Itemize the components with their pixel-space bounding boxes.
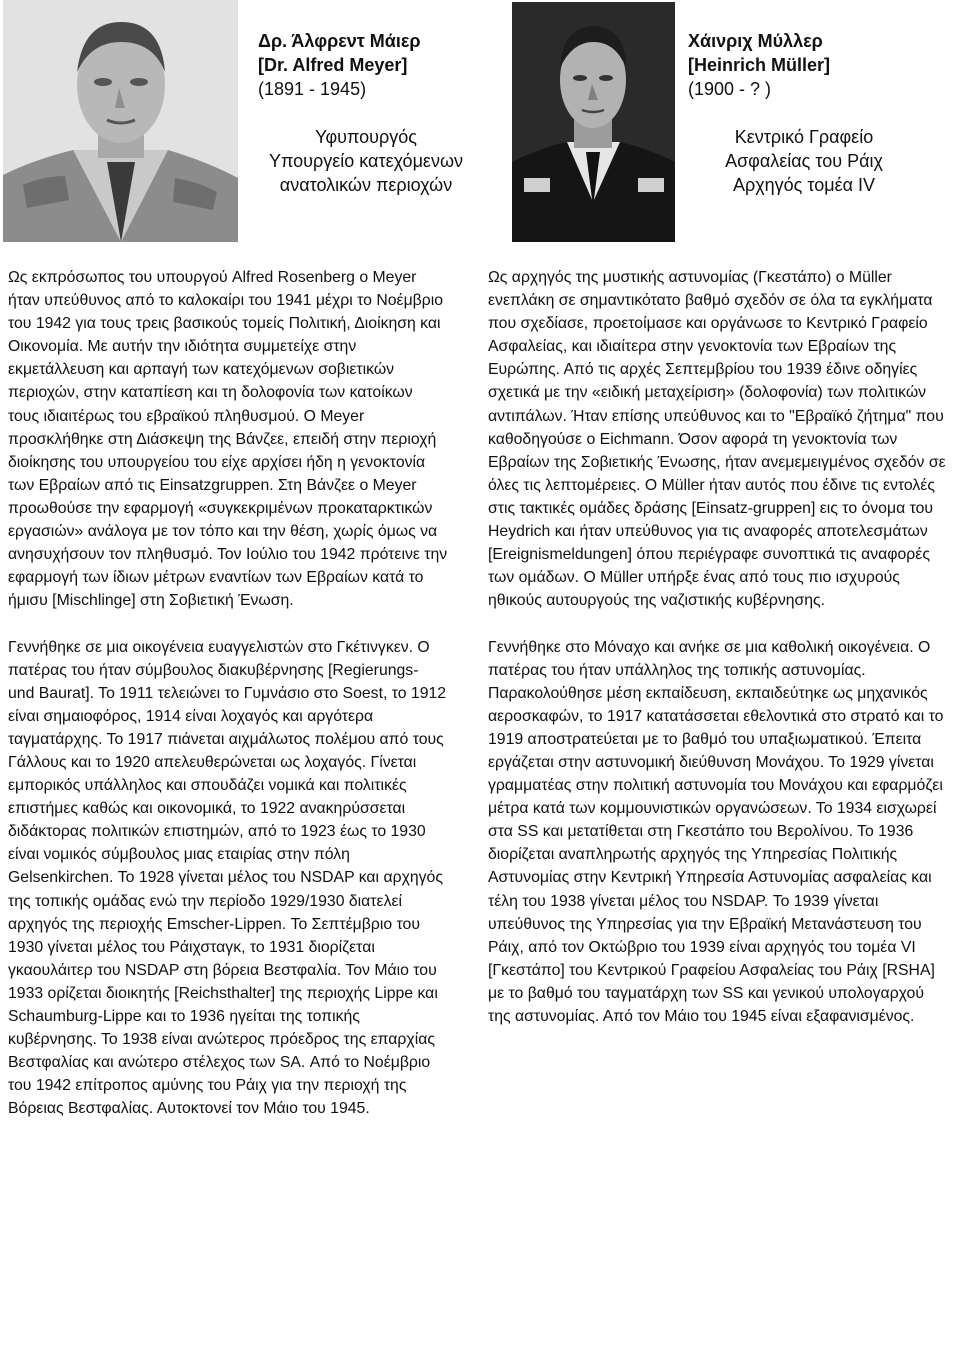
- person-title-line: Ασφαλείας του Ράιχ: [725, 151, 883, 171]
- person-title-line: Υπουργείο κατεχόμενων: [268, 151, 464, 171]
- biography-column-heinrich-mueller: [488, 266, 950, 1051]
- person-title-line: Υφυπουργός: [315, 127, 417, 147]
- person-title-line: Αρχηγός τομέα IV: [732, 175, 876, 195]
- person-titles: [240, 125, 492, 197]
- person-titles: [678, 125, 930, 197]
- person-title-line: ανατολικών περιοχών: [279, 175, 453, 195]
- caption-alfred-meyer: [258, 29, 490, 197]
- biography-paragraph-role: Ως αρχηγός της μυστικής αστυνομίας (Γκεστάπο) ο Müller ενεπλάκη σε σημαντικότατο βαθμό σχεδόν σε όλα τα εγκλήματα που σχεδίασε, προετοίμασε και οργάνωσε το Κεντρικό Γραφείο Ασφαλείας, και ιδιαίτερα στην γενοκτονία των Εβραίων της Ευρώπης. Από τις αρχές Σεπτεμβρίου του 1939 έδινε οδηγίες σχετικά με την «ειδική μεταχείριση» (δολοφονία) των πολιτικών αντιπάλων. Ήταν επίσης υπεύθυνος και το "Εβραϊκό ζήτημα" που καθοδηγούσε ο Eichmann. Όσον αφορά τη γενοκτονία των Εβραίων της Σοβιετικής Ένωσης, ήταν ανεμεμειγμένος σχεδόν σε όλες τις λεπτομέρειες. Ο Müller ήταν αυτός που έδινε τις εντολές στις τακτικές ομάδες δράσης [Einsatz-gruppen] εις το όνομα του Heydrich και ήταν υπεύθυνος για τις αναφορές αποτελεσμάτων [Ereignismeldungen] όπου περιέγραφε συνοπτικά τις αναφορές των ομάδων. Ο Müller υπήρξε ένας από τους πιο ισχυρούς ηθικούς αυτουργούς της ναζιστικής κυβέρνησης.: [488, 269, 946, 610]
- person-name-greek: Χάινριχ Μύλλερ: [688, 31, 823, 51]
- biography-paragraph-role: Ως εκπρόσωπος του υπουργού Alfred Rosenberg ο Meyer ήταν υπεύθυνος από το καλοκαίρι του 1941 μέχρι το Νοέμβριο του 1942 για τους τρεις βασικούς τομείς Πολιτική, Διοίκηση και Οικονομία. Με αυτήν την ιδιότητα συμμετείχε στην εκμετάλλευση και αρπαγή των κατεχόμενων σοβιετικών περιοχών, στην καταπίεση και τη δολοφονία των κατοίκων τους ιδιαιτέρως του εβραϊκού πληθυσμού. Ο Meyer προσκλήθηκε στη Διάσκεψη της Βάνζεε, επειδή στην περιοχή διοίκησης του υπουργείου του είχε αρχίσει ήδη η γενοκτονία των Εβραίων από τις Einsatzgruppen. Στη Βάνζεε ο Meyer προωθούσε την εφαρμογή «συγκεκριμένων προκαταρκτικών εργασιών» ανάλογα με τον τόπο και την θέση, χωρίς όμως να ανησυχήσουν τον πληθυσμό. Τον Ιούλιο του 1942 πρότεινε την εφαρμογή των ίδιων μέτρων εναντίων των Εβραίων κατά το ήμισυ [Mischlinge] στη Σοβιετική Ένωση.: [8, 269, 448, 610]
- person-years: (1891 - 1945): [258, 79, 367, 99]
- portrait-photo-alfred-meyer: [3, 0, 238, 242]
- person-name-greek: Δρ. Άλφρεντ Μάιερ: [258, 31, 421, 51]
- portrait-photo-heinrich-mueller: [512, 2, 675, 242]
- biography-paragraph-life: Γεννήθηκε στο Μόναχο και ανήκε σε μια καθολική οικογένεια. Ο πατέρας του ήταν υπάλληλος της τοπικής αστυνομίας. Παρακολούθησε μέση εκπαίδευση, εκπαιδεύτηκε ως μηχανικός αεροσκαφών, το 1917 κατατάσσεται εθελοντικά στο στρατό και το 1919 αποστρατεύεται με το βαθμό του υπαξιωματικού. Έπειτα εργάζεται στην αστυνομική διεύθυνση Μονάχου. Το 1929 γίνεται γραμματέας στην πολιτική αστυνομία του Μονάχου και εφαρμόζει μέτρα κατά των κομμουνιστικών οργανώσεων. Το 1934 εισχωρεί στα SS και μετατίθεται στη Γκεστάπο του Βερολίνου. Το 1936 διορίζεται αναπληρωτής αρχηγός της Υπηρεσίας Πολιτικής Αστυνομίας στην Κεντρική Υπηρεσία Αστυνομίας ασφαλείας και τέλη του 1938 γίνεται μέλος του NSDAP. Το 1939 γίνεται υπεύθυνος της Υπηρεσίας για την Εβραϊκή Μετανάστευση του Ράιχ, από τον Οκτώβριο του 1939 είναι αρχηγός του τομέα VI [Γκεστάπο] του Κεντρικού Γραφείου Ασφαλείας του Ράιχ [RSHA] με το βαθμό του ταγματάρχη των SS και γενικού υπολογαρχού της αστυνομίας. Από τον Μάιο του 1945 είναι εξαφανισμένος.: [488, 638, 944, 1025]
- caption-heinrich-mueller: [688, 29, 938, 197]
- biography-column-alfred-meyer: [8, 266, 448, 1144]
- person-name-latin: [Dr. Alfred Meyer]: [258, 55, 408, 75]
- person-title-line: Κεντρικό Γραφείο: [734, 127, 874, 147]
- biography-paragraph-life: Γεννήθηκε σε μια οικογένεια ευαγγελιστών στο Γκέτινγκεν. Ο πατέρας του ήταν σύμβουλος διακυβέρνησης [Regierungs- und Baurat]. Το 1911 τελειώνει το Γυμνάσιο στο Soest, το 1912 είναι σημαιοφόρος, 1914 είναι λοχαγός και αργότερα ταγματάρχης. Το 1917 πιάνεται αιχμάλωτος πολέμου από τους Γάλλους και το 1920 απελευθερώνεται ως λοχαγός. Γίνεται εμπορικός υπάλληλος και σπουδάζει νομικά και πολιτικές επιστήμες καθώς και οικονομικά, το 1922 ανακηρύσσεται διδάκτορας πολιτικών επιστημών, από το 1923 έως το 1930 είναι νομικός σύμβουλος μιας εταιρίας στην πόλη Gelsenkirchen. Το 1928 γίνεται μέλος του NSDAP και αρχηγός της τοπικής ομάδας ενώ την περίοδο 1929/1930 διατελεί αρχηγός της περιοχής Emscher-Lippen. Το Σεπτέμβριο του 1930 γίνεται μέλος του Ράιχσταγκ, το 1931 διορίζεται γκαουλάιτερ του NSDAP στη βόρεια Βεστφαλία. Τον Μάιο του 1933 ορίζεται διοικητής [Reichsthalter] της περιοχής Lippe και Schaumburg-Lippe και το 1936 ηγείται της τοπικής κυβέρνησης. Το 1938 είναι ανώτερος πρόεδρος της επαρχίας Βεστφαλίας και ανώτερο στέλεχος των SA. Από το Νοέμβριο του 1942 επίτροπος αμύνης του Ράιχ για την περιοχή της Βόρειας Βεστφαλίας. Αυτοκτονεί τον Μάιο του 1945.: [8, 638, 447, 1118]
- person-name-latin: [Heinrich Müller]: [688, 55, 831, 75]
- person-years: (1900 - ? ): [688, 79, 772, 99]
